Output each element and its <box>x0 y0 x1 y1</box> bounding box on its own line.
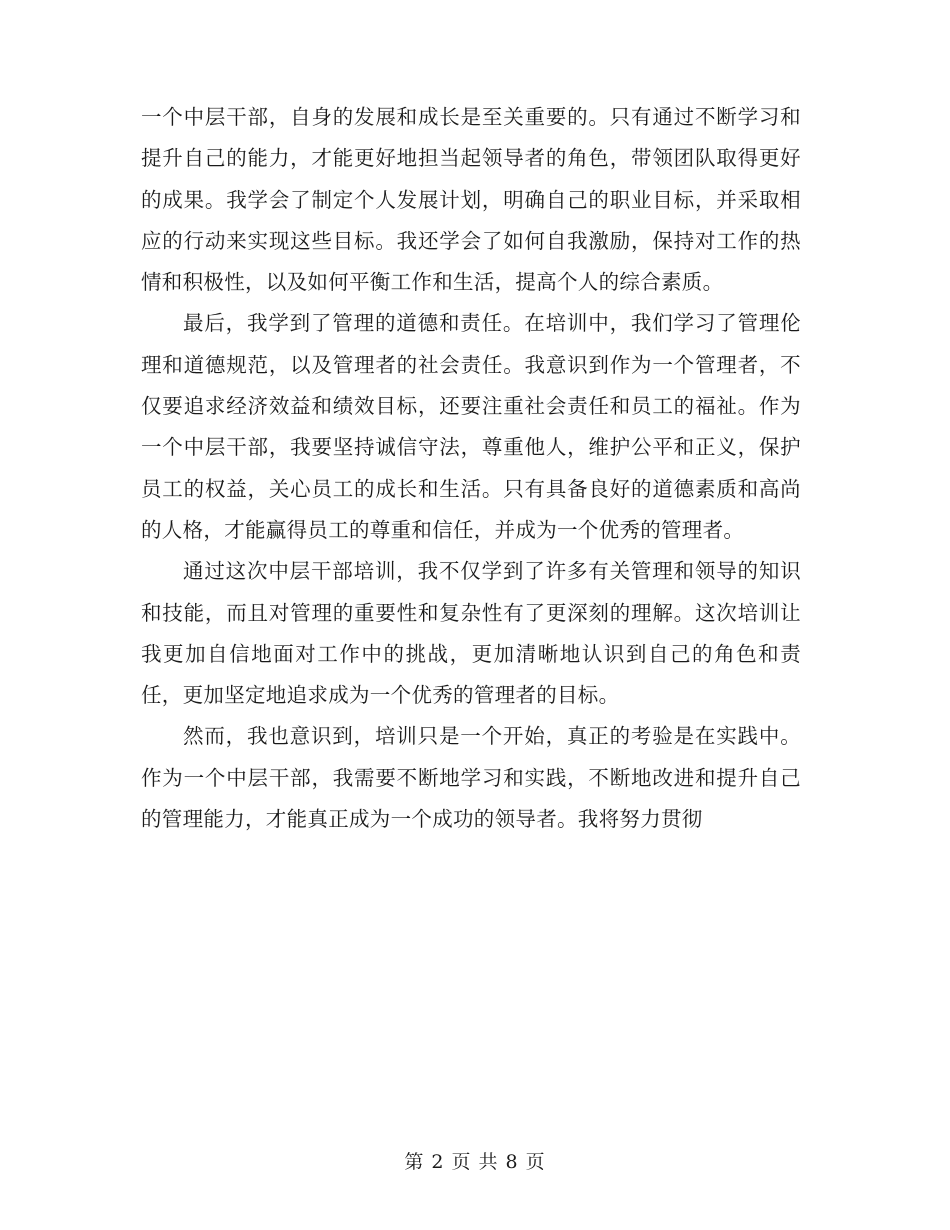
document-body <box>141 97 801 840</box>
paragraph-training-summary: 通过这次中层干部培训，我不仅学到了许多有关管理和领导的知识和技能，而且对管理的重要性和复杂性有了更深刻的理解。这次培训让我更加自信地面对工作中的挑战，更加清晰地认识到自己的角色和责任，更加坚定地追求成为一个优秀的管理者的目标。 <box>141 559 801 708</box>
paragraph-practice-commitment: 然而，我也意识到，培训只是一个开始，真正的考验是在实践中。作为一个中层干部，我需要不断地学习和实践，不断地改进和提升自己的管理能力，才能真正成为一个成功的领导者。我将努力贯彻 <box>141 724 801 832</box>
paragraph-personal-growth: 一个中层干部，自身的发展和成长是至关重要的。只有通过不断学习和提升自己的能力，才能更好地担当起领导者的角色，带领团队取得更好的成果。我学会了制定个人发展计划，明确自己的职业目标，并采取相应的行动来实现这些目标。我还学会了如何自我激励，保持对工作的热情和积极性，以及如何平衡工作和生活，提高个人的综合素质。 <box>141 105 801 295</box>
page-number-footer: 第 2 页 共 8 页 <box>404 1151 546 1173</box>
paragraph-ethics-responsibility: 最后，我学到了管理的道德和责任。在培训中，我们学习了管理伦理和道德规范，以及管理者的社会责任。我意识到作为一个管理者，不仅要追求经济效益和绩效目标，还要注重社会责任和员工的福祉。作为一个中层干部，我要坚持诚信守法，尊重他人，维护公平和正义，保护员工的权益，关心员工的成长和生活。只有具备良好的道德素质和高尚的人格，才能赢得员工的尊重和信任，并成为一个优秀的管理者。 <box>141 311 801 542</box>
